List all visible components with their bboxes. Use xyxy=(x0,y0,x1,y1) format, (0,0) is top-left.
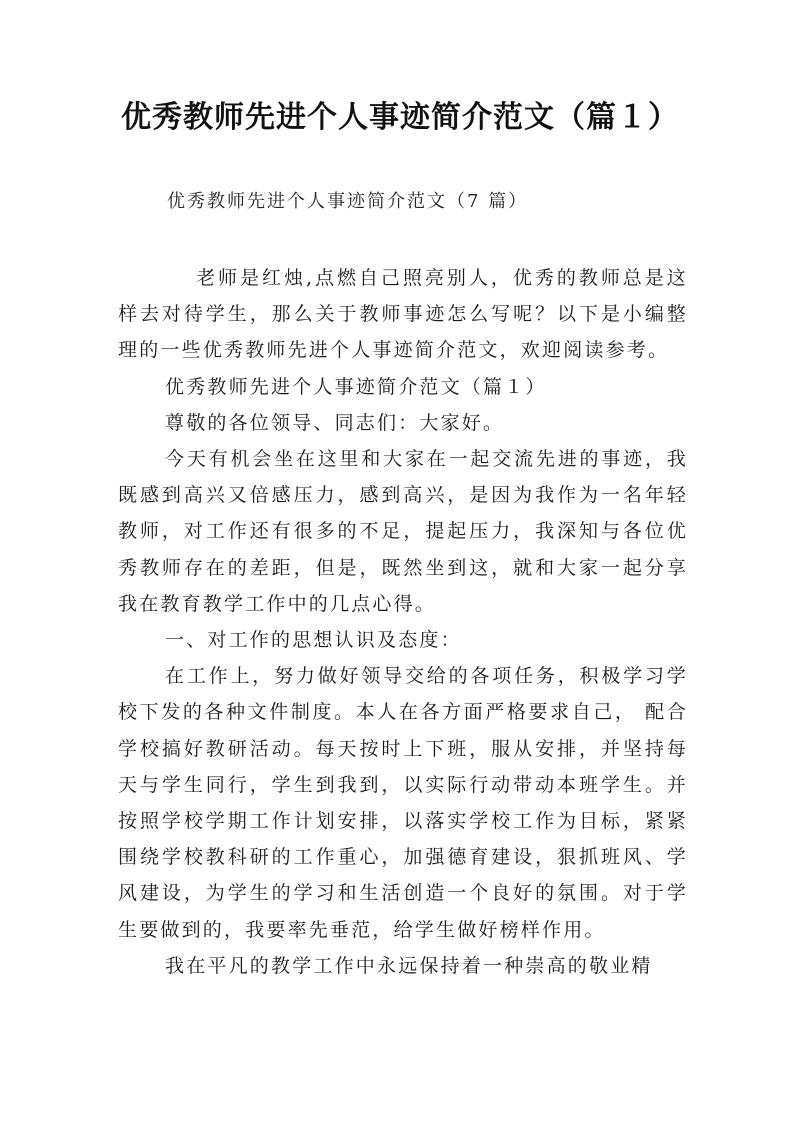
greeting-paragraph: 尊敬的各位领导、同志们：大家好。 xyxy=(165,411,505,434)
body-paragraph: 在工作上，努力做好领导交给的各项任务，积极学习学校下发的各种文件制度。本人在各方面严格要求自己， 配合学校搞好教研活动。每天按时上下班，服从安排，并坚持每天与学生同行，学生到我到，以实际行动带动本班学生。并按照学校学期工作计划安排，以落实学校工作为目标，紧紧围绕学校教科研的工作重心，加强德育建设，狠抓班风、学风建设，为学生的学习和生活创造一个良好的氛围。对于学生要做到的，我要率先垂范，给学生做好榜样作用。 xyxy=(118,665,688,941)
section-heading: 优秀教师先进个人事迹简介范文（篇１） xyxy=(165,375,547,398)
document-title: 优秀教师先进个人事迹简介范文（篇１） xyxy=(121,100,679,135)
document-subtitle: 优秀教师先进个人事迹简介范文（7 篇） xyxy=(167,191,529,212)
body-paragraph: 今天有机会坐在这里和大家在一起交流先进的事迹，我既感到高兴又倍感压力，感到高兴，是因为我作为一名年轻教师，对工作还有很多的不足，提起压力，我深知与各位优秀教师存在的差距，但是，既然坐到这，就和大家一起分享我在教育教学工作中的几点心得。 xyxy=(118,448,688,615)
document-body xyxy=(118,260,688,984)
subheading-paragraph: 一、对工作的思想认识及态度： xyxy=(165,629,462,652)
body-paragraph: 我在平凡的教学工作中永远保持着一种崇高的敬业精 xyxy=(165,954,653,977)
intro-paragraph: 老师是红烛,点燃自己照亮别人，优秀的教师总是这样去对待学生，那么关于教师事迹怎么写呢？以下是小编整理的一些优秀教师先进个人事迹简介范文，欢迎阅读参考。 xyxy=(118,267,688,362)
